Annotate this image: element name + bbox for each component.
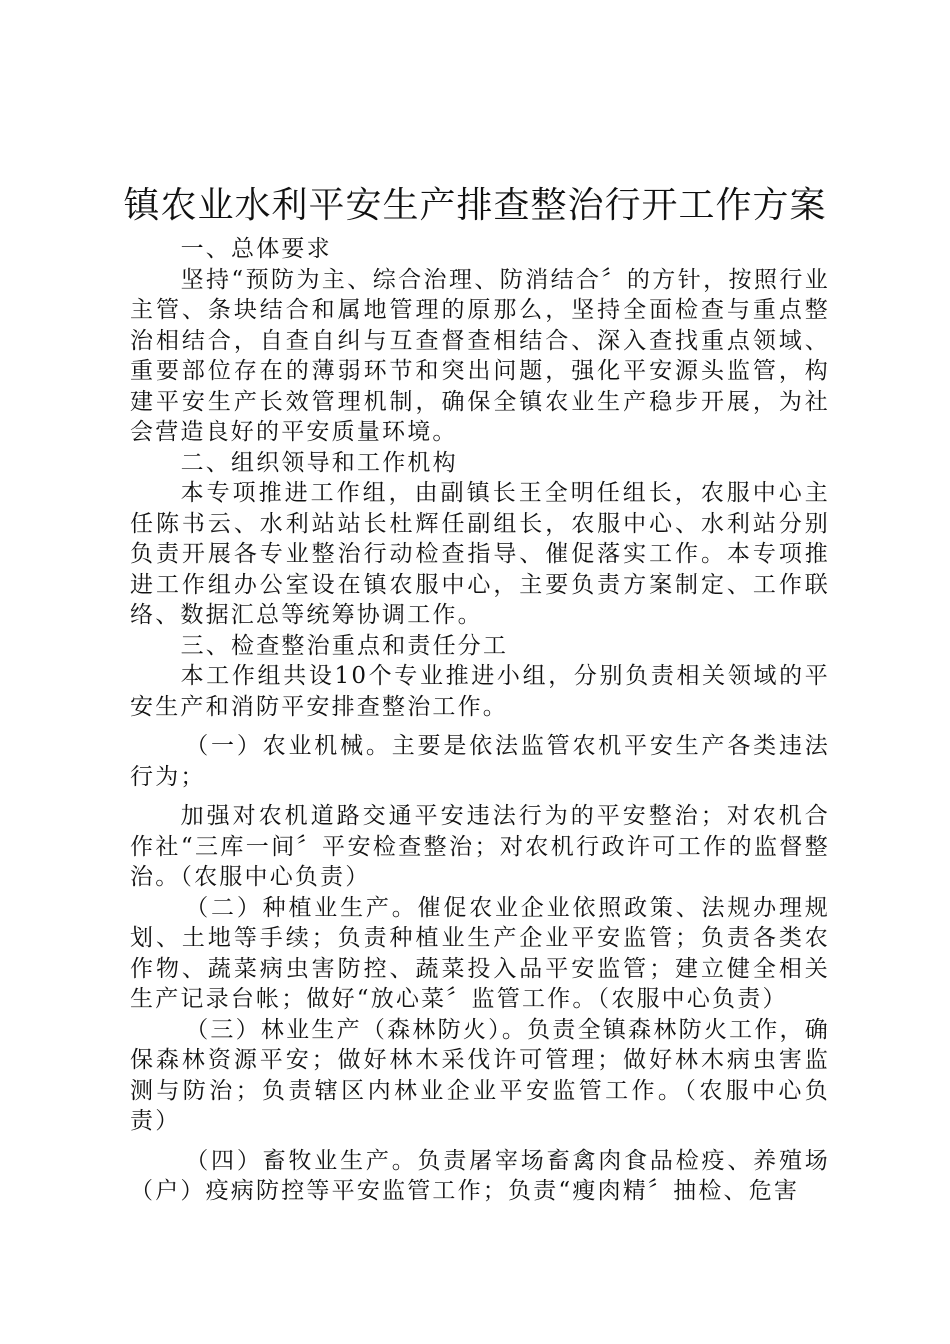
paragraph-general-requirements: 坚持“预防为主、综合治理、防消结合〞的方针，按照行业主管、条块结合和属地管理的原那么，坚持全面检查与重点整治相结合，自查自纠与互查督查相结合、深入查找重点领域、重要部位存在的薄弱环节和突出问题，强化平安源头监管，构建平安生产长效管理机制，确保全镇农业生产稳步开展，为社会营造良好的平安质量环境。 bbox=[130, 266, 830, 445]
item-forestry-production: （三）林业生产（森林防火）。负责全镇森林防火工作，确保森林资源平安；做好林木采伐许可管理；做好林木病虫害监测与防治；负责辖区内林业企业平安监管工作。（农服中心负责） bbox=[130, 1016, 830, 1134]
document-title: 镇农业水利平安生产排查整治行开工作方案 bbox=[123, 185, 827, 226]
paragraph-inspection-intro: 本工作组共设10个专业推进小组，分别负责相关领域的平安生产和消防平安排查整治工作。 bbox=[130, 663, 830, 720]
section-heading-general-requirements: 一、总体要求 bbox=[180, 236, 332, 262]
item-crop-production: （二）种植业生产。催促农业企业依照政策、法规办理规划、土地等手续；负责种植业生产企业平安监管；负责各类农作物、蔬菜病虫害防控、蔬菜投入品平安监管；建立健全相关生产记录台帐；做好“放心菜〞监管工作。（农服中心负责） bbox=[130, 894, 830, 1012]
document-body bbox=[130, 234, 830, 1207]
section-heading-organization: 二、组织领导和工作机构 bbox=[180, 449, 458, 476]
paragraph-organization: 本专项推进工作组，由副镇长王全明任组长，农服中心主任陈书云、水利站站长杜辉任副组长，农服中心、水利站分别负责开展各专业整治行动检查指导、催促落实工作。本专项推进工作组办公室设在镇农服中心，主要负责方案制定、工作联络、数据汇总等统筹协调工作。 bbox=[130, 480, 830, 628]
section-heading-inspection-focus: 三、检查整治重点和责任分工 bbox=[180, 632, 509, 659]
item-agricultural-machinery: （一）农业机械。主要是依法监管农机平安生产各类违法行为； bbox=[130, 733, 830, 790]
item-livestock-production: （四）畜牧业生产。负责屠宰场畜禽肉食品检疫、养殖场（户）疫病防控等平安监管工作；负责“瘦肉精〞抽检、危害 bbox=[130, 1147, 830, 1204]
paragraph-machinery-detail: 加强对农机道路交通平安违法行为的平安整治；对农机合作社“三库一间〞平安检查整治；对农机行政许可工作的监督整治。（农服中心负责） bbox=[130, 803, 830, 890]
